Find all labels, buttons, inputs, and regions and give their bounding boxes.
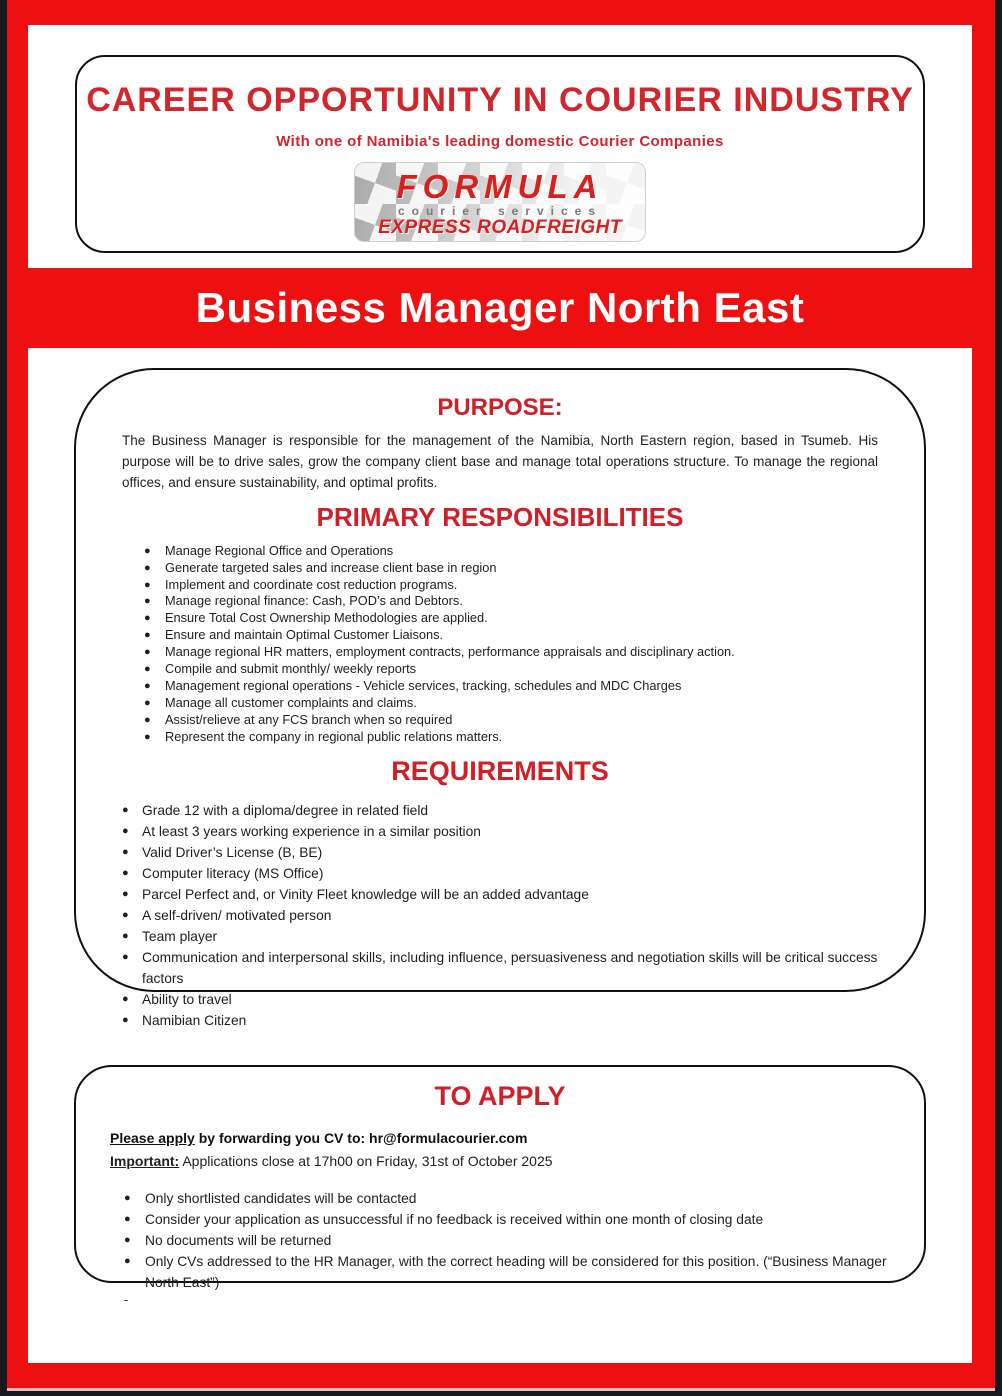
list-item: ● Consider your application as unsuccessful if no feedback is received within one month of closing date [124,1209,890,1230]
bullet-icon: ● [144,578,151,591]
list-item: ● Ability to travel [122,989,878,1010]
list-item: ● Only shortlisted candidates will be contacted [124,1188,890,1209]
bullet-icon: ● [122,1013,129,1026]
job-title-banner [28,268,972,348]
bullet-icon: ● [124,1234,131,1246]
list-item: ● Manage Regional Office and Operations [144,542,394,558]
closing-date-line [110,1153,890,1169]
bullet-icon: ● [124,1192,131,1204]
formula-courier-logo [354,162,646,242]
bullet-icon: ● [122,824,129,837]
apply-notes-list [110,1188,890,1293]
bullet-icon: ● [124,1255,131,1267]
header-box [75,55,925,253]
list-item: ● Grade 12 with a diploma/degree in related field [122,800,878,821]
list-item: ● Communication and interpersonal skills, including influence, persuasiveness and negotiation skills will be critical success factors [122,947,878,989]
to-apply-heading: TO APPLY [434,1081,566,1111]
bullet-icon: ● [122,887,129,900]
list-item: ● A self-driven/ motivated person [122,905,878,926]
list-item: ● Represent the company in regional public relations matters. [144,728,503,744]
purpose-body: The Business Manager is responsible for the management of the Namibia, North Eastern region, based in Tsumeb. His purpose will be to drive sales, grow the company client base and manage total operations structure. To manage the regional offices, and ensure sustainability, and optimal profits. [122,433,878,490]
stray-dash: - [124,1292,129,1307]
list-item: ● Manage regional finance: Cash, POD’s and Debtors. [144,593,463,609]
logo-wordmark: FORMULA [396,168,604,205]
page-title: CAREER OPPORTUNITY IN COURIER INDUSTRY [86,81,914,119]
closing-date-text: Applications close at 17h00 on Friday, 31st of October 2025 [179,1153,553,1169]
bullet-icon: ● [144,730,151,743]
list-item: ● Manage regional HR matters, employment contracts, performance appraisals and disciplinary action. [144,644,735,660]
bullet-icon: ● [144,713,151,726]
please-apply-label: Please apply [110,1130,195,1146]
bullet-icon: ● [144,544,151,557]
list-item: ● Management regional operations - Vehicle services, tracking, schedules and MDC Charges [144,678,682,694]
list-item: ● Ensure Total Cost Ownership Methodologies are applied. [144,610,488,626]
requirements-heading: REQUIREMENTS [391,755,609,786]
job-details-box [74,368,926,1028]
list-item: ● Valid Driver’s License (B, BE) [122,842,878,863]
bullet-icon: ● [122,950,129,963]
list-item: ● Manage all customer complaints and claims. [144,694,417,710]
list-item: ● Ensure and maintain Optimal Customer Liaisons. [144,627,444,643]
list-item: ● Generate targeted sales and increase client base in region [144,559,497,575]
list-item: ● Team player [122,926,878,947]
purpose-heading: PURPOSE: [437,394,563,421]
content-area [28,25,972,1363]
bullet-icon: ● [122,992,129,1005]
bottom-pink-line [7,1388,995,1391]
apply-instruction [110,1130,890,1146]
bullet-icon: ● [122,845,129,858]
logo-subtext: courier services [397,204,603,218]
list-item: ● Only CVs addressed to the HR Manager, with the correct heading will be considered for this position. (“Business Manager North East”) [124,1251,890,1293]
list-item: ● Parcel Perfect and, or Vinity Fleet knowledge will be an added advantage [122,884,878,905]
responsibilities-list [122,543,878,746]
responsibilities-heading: PRIMARY RESPONSIBILITIES [316,501,684,532]
bullet-icon: ● [122,929,129,942]
requirements-list [122,800,878,1031]
apply-instruction-text: by forwarding you CV to: hr@formulacourier.com [194,1130,528,1146]
bullet-icon: ● [144,612,151,625]
page-subtitle: With one of Namibia's leading domestic Courier Companies [276,133,724,150]
list-item: ● Assist/relieve at any FCS branch when so required [144,711,453,727]
list-item: ● Compile and submit monthly/ weekly reports [144,661,417,677]
bullet-icon: ● [122,908,129,921]
bullet-icon: ● [124,1213,131,1225]
bullet-icon: ● [144,561,151,574]
logo-tagline: EXPRESS ROADFREIGHT [378,217,622,238]
bullet-icon: ● [144,696,151,709]
list-item: ● At least 3 years working experience in a similar position [122,821,878,842]
important-label: Important: [110,1153,180,1169]
bullet-icon: ● [122,803,129,816]
bullet-icon: ● [144,646,151,659]
bullet-icon: ● [144,595,151,608]
bullet-icon: ● [122,866,129,879]
bullet-icon: ● [144,680,151,693]
job-title: Business Manager North East [195,284,805,331]
to-apply-box [74,1065,926,1307]
bullet-icon: ● [144,629,151,642]
list-item: ● No documents will be returned [124,1230,890,1251]
bullet-icon: ● [144,663,151,676]
list-item: ● Computer literacy (MS Office) [122,863,878,884]
list-item: ● Implement and coordinate cost reduction programs. [144,576,458,592]
list-item: ● Namibian Citizen [122,1010,878,1031]
